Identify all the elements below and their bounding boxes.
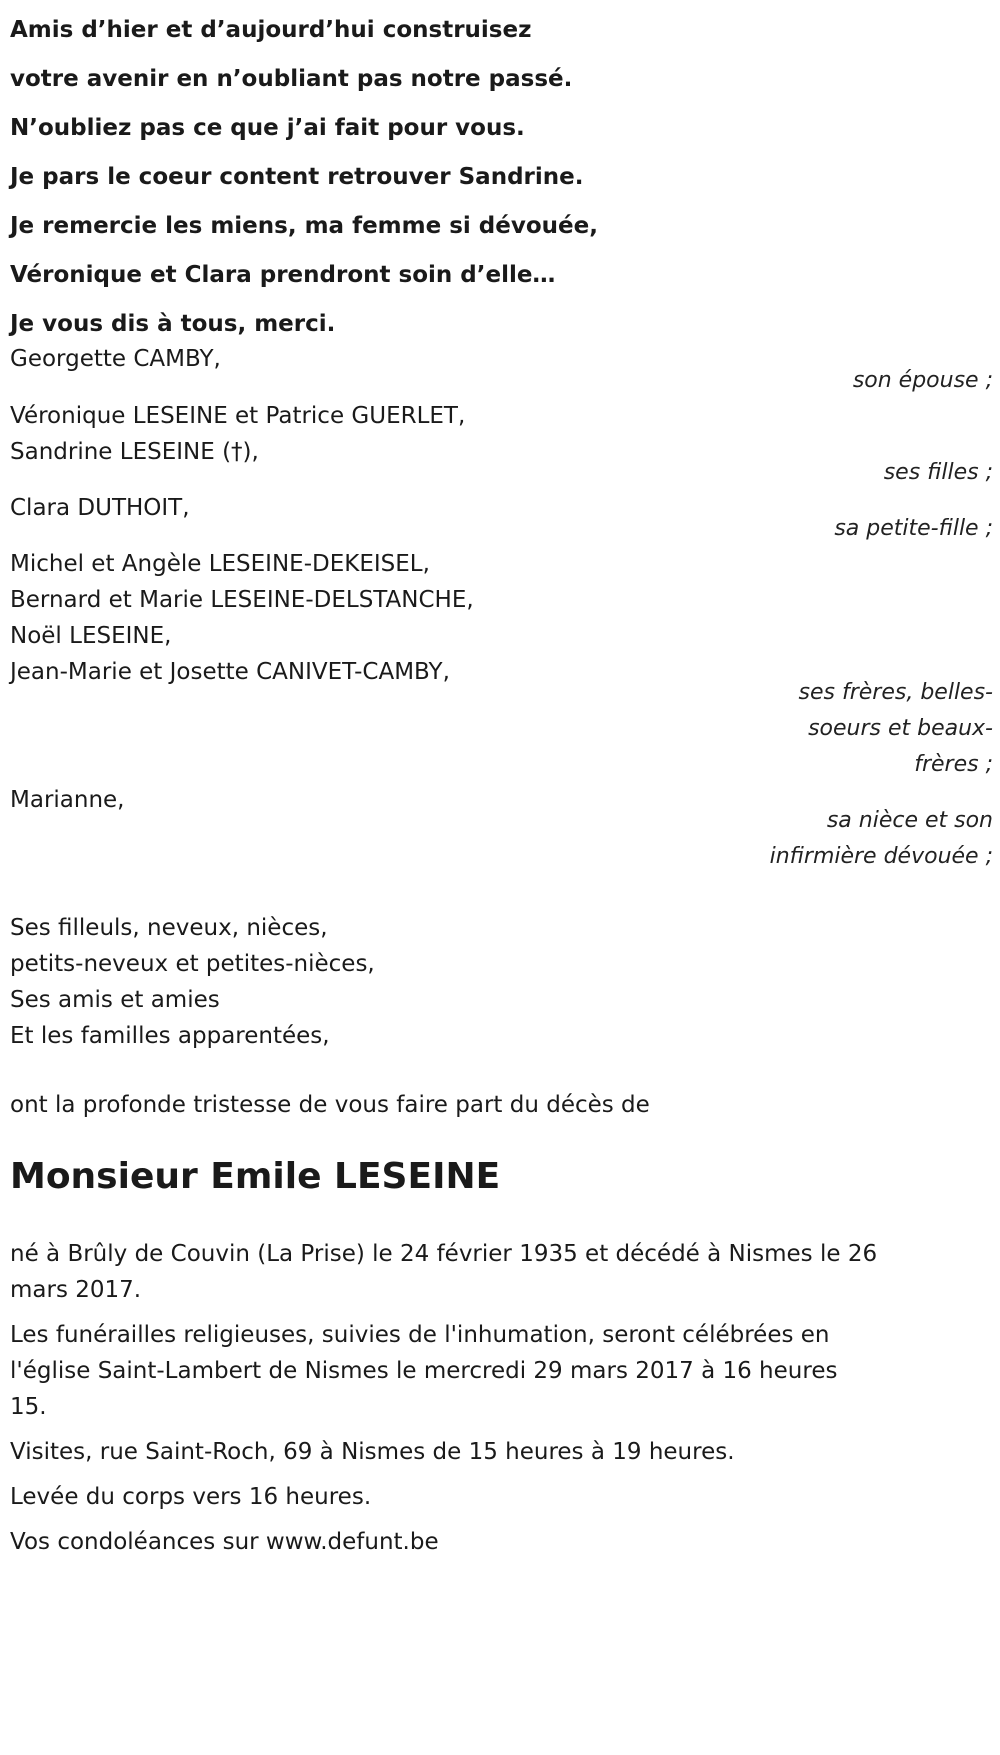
niece-name: Marianne, <box>10 787 125 813</box>
relatives-line: Et les familles apparentées, <box>10 1023 330 1049</box>
relatives-line: Ses amis et amies <box>10 987 220 1013</box>
relatives-line: petits-neveux et petites-nièces, <box>10 951 375 977</box>
granddaughter-role: sa petite-fille ; <box>834 516 993 541</box>
sibling-name: Jean-Marie et Josette CANIVET-CAMBY, <box>10 659 450 685</box>
daughter-name: Sandrine LESEINE (†), <box>10 439 259 465</box>
visits-info: Visites, rue Saint-Roch, 69 à Nismes de 15 heures à 19 heures. <box>10 1439 735 1465</box>
sibling-name: Noël LESEINE, <box>10 623 172 649</box>
funeral-info: Les funérailles religieuses, suivies de l'inhumation, seront célébrées en l'église Saint-Lambert de Nismes le mercredi 29 mars 2017 à 16 heures 15. <box>10 1322 838 1420</box>
daughters-role: ses filles ; <box>883 460 993 485</box>
farewell-poem <box>10 6 910 349</box>
spouse-role: son épouse ; <box>852 368 993 393</box>
funeral-details <box>10 1236 880 1569</box>
poem-line: Je remercie les miens, ma femme si dévouée, <box>10 213 598 239</box>
poem-line: Amis d’hier et d’aujourd’hui construisez <box>10 17 532 43</box>
poem-line: Je pars le coeur content retrouver Sandrine. <box>10 164 584 190</box>
spouse-name: Georgette CAMBY, <box>10 346 221 372</box>
poem-line: N’oubliez pas ce que j’ai fait pour vous. <box>10 115 525 141</box>
niece-role: sa nièce et son infirmière dévouée ; <box>769 808 993 869</box>
deceased-name: Monsieur Emile LESEINE <box>10 1156 501 1197</box>
poem-line: Véronique et Clara prendront soin d’elle… <box>10 262 556 288</box>
daughter-name: Véronique LESEINE et Patrice GUERLET, <box>10 403 466 429</box>
announcement-intro: ont la profonde tristesse de vous faire part du décès de <box>10 1092 650 1118</box>
condolences-info: Vos condoléances sur www.defunt.be <box>10 1529 439 1555</box>
sibling-name: Bernard et Marie LESEINE-DELSTANCHE, <box>10 587 474 613</box>
birth-death-info: né à Brûly de Couvin (La Prise) le 24 février 1935 et décédé à Nismes le 26 mars 2017. <box>10 1241 878 1303</box>
granddaughter-name: Clara DUTHOIT, <box>10 495 190 521</box>
body-departure-info: Levée du corps vers 16 heures. <box>10 1484 372 1510</box>
siblings-role: ses frères, belles-soeurs et beaux-frères ; <box>798 680 993 777</box>
poem-line: Je vous dis à tous, merci. <box>10 311 336 337</box>
relatives-line: Ses filleuls, neveux, nièces, <box>10 915 328 941</box>
poem-line: votre avenir en n’oubliant pas notre passé. <box>10 66 573 92</box>
sibling-name: Michel et Angèle LESEINE-DEKEISEL, <box>10 551 430 577</box>
